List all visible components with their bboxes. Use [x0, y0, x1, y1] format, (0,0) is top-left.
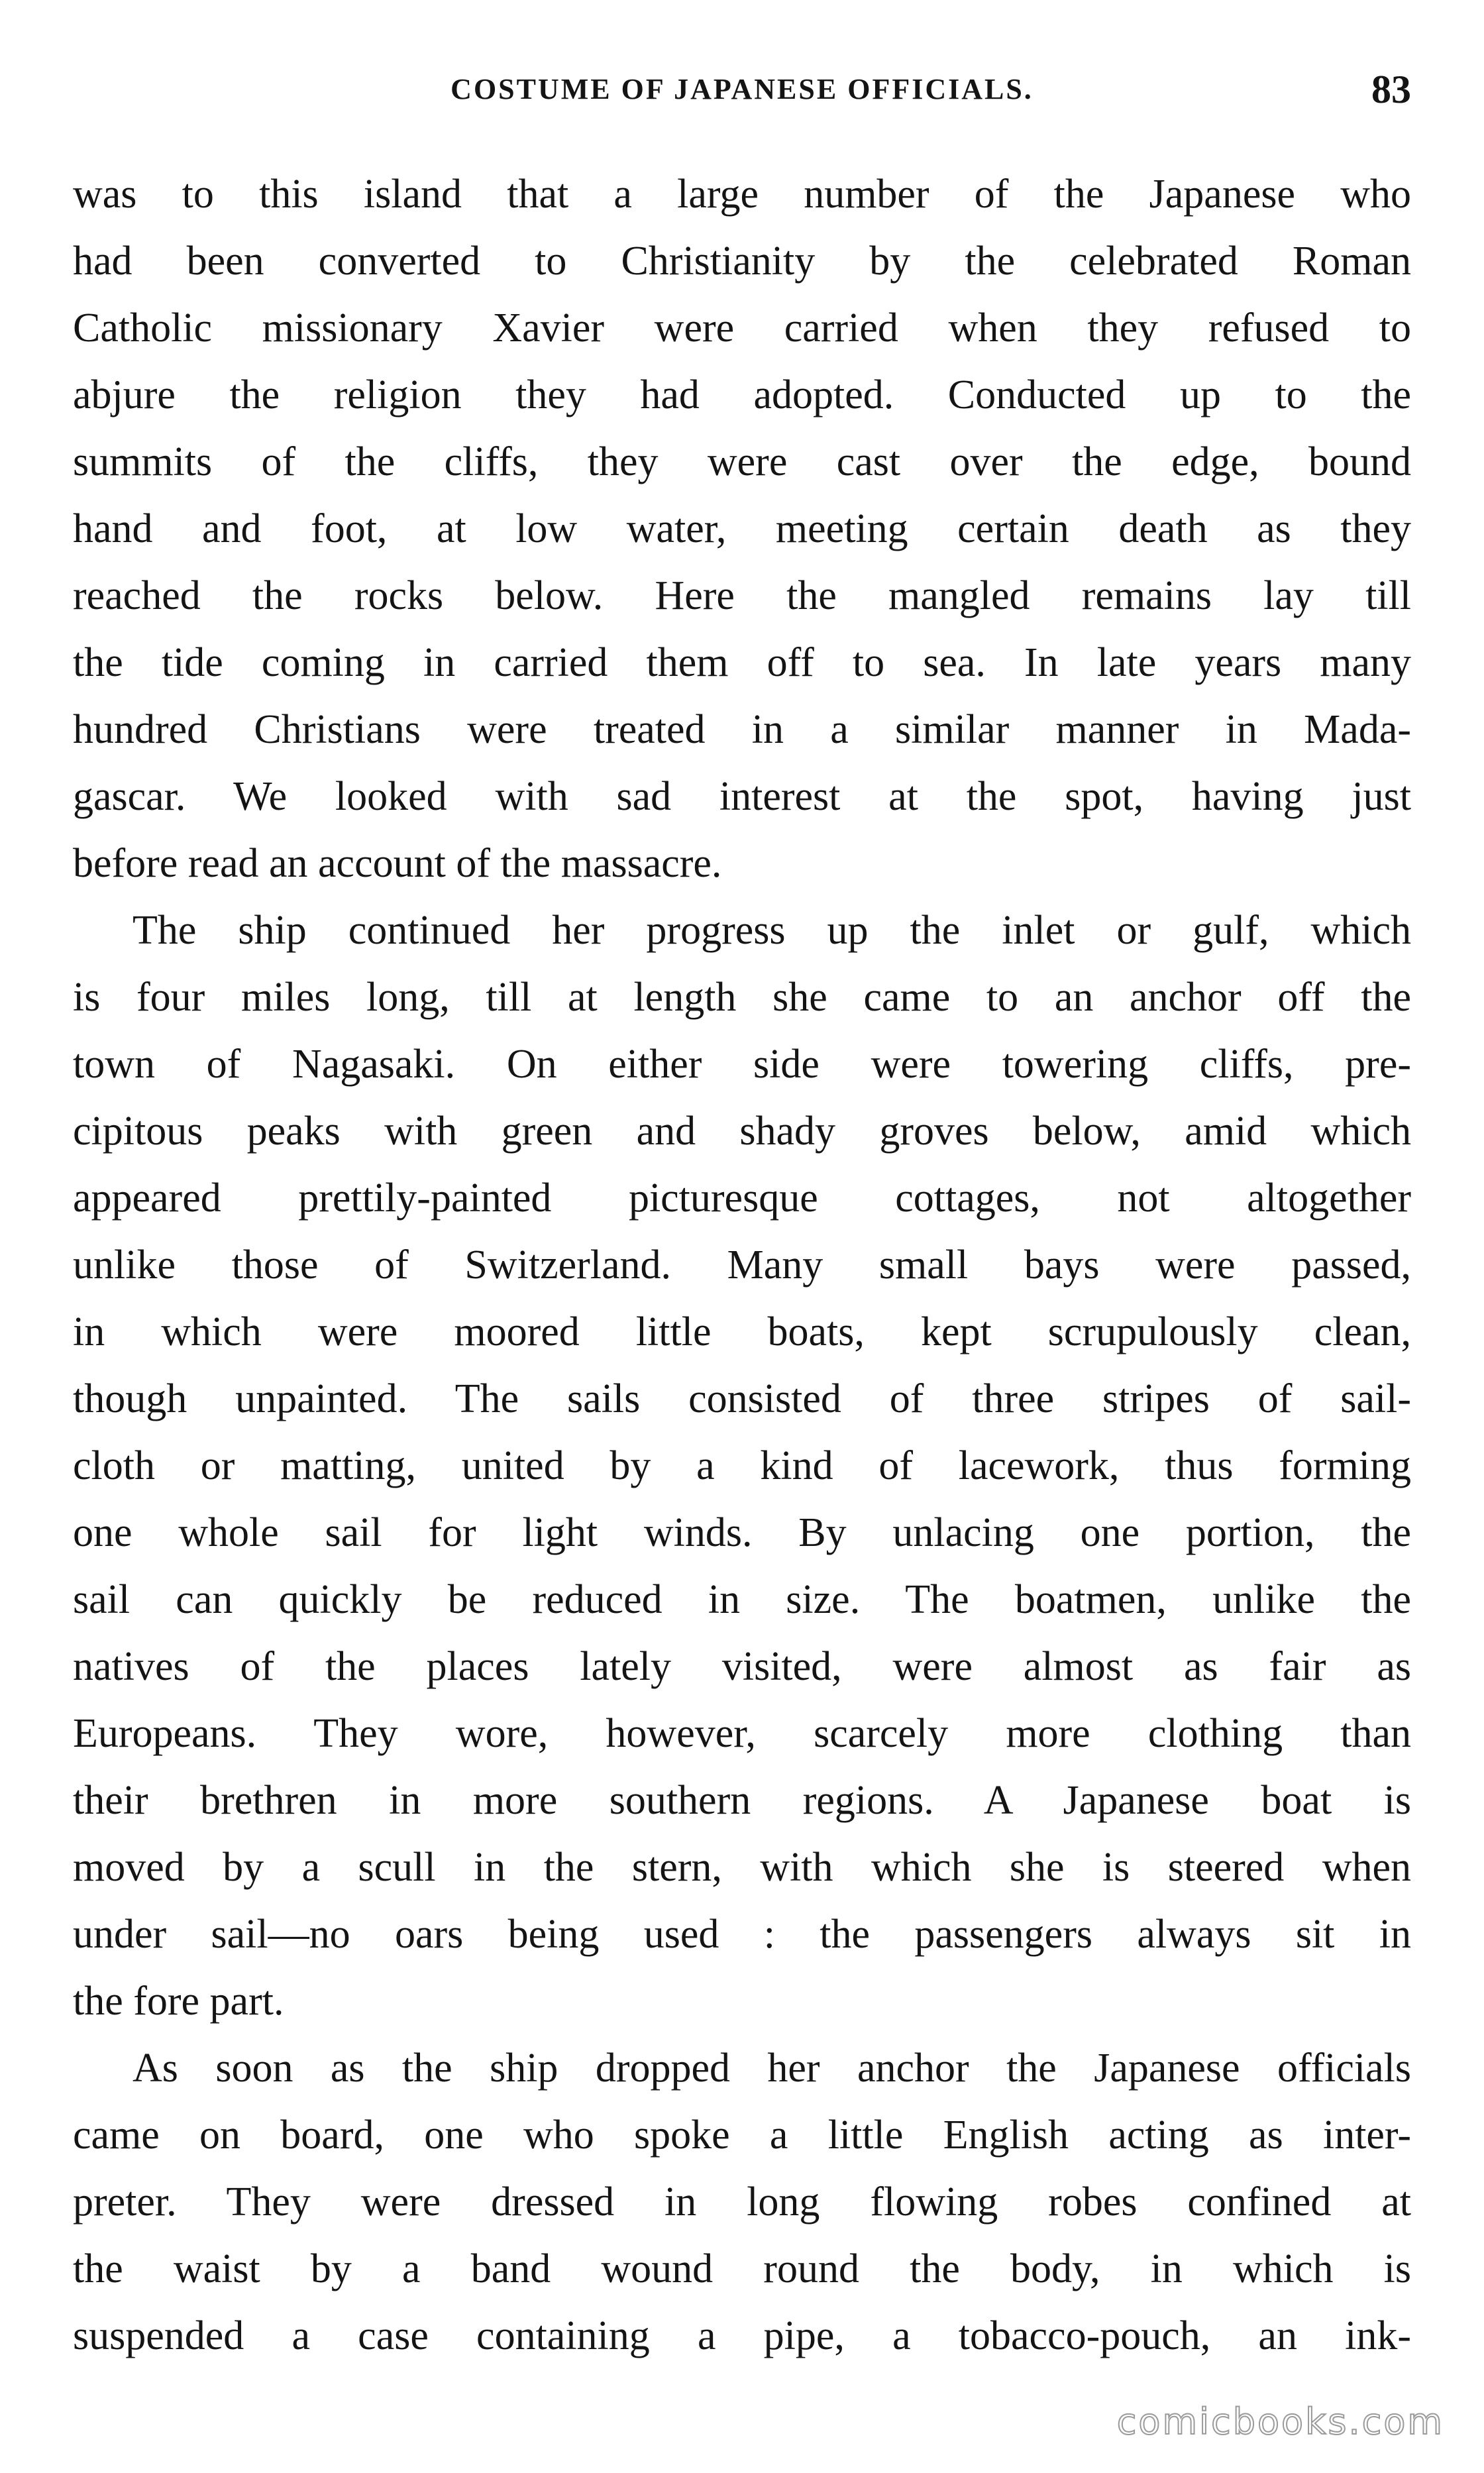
text-line: abjure the religion they had adopted. Conducted up to the: [73, 372, 1411, 417]
text-line: appeared prettily-painted picturesque cottages, not altogether: [73, 1176, 1411, 1221]
text-line: sail can quickly be reduced in size. The boatmen, unlike the: [73, 1577, 1411, 1622]
text-line: The ship continued her progress up the inlet or gulf, which: [132, 908, 1411, 953]
text-line: reached the rocks below. Here the mangled remains lay till: [73, 573, 1411, 618]
text-line: is four miles long, till at length she came to an anchor off the: [73, 975, 1411, 1020]
text-line: had been converted to Christianity by the celebrated Roman: [73, 239, 1411, 284]
body-text: [73, 161, 1411, 2370]
text-line: in which were moored little boats, kept scrupulously clean,: [73, 1309, 1411, 1354]
text-line: As soon as the ship dropped her anchor the Japanese officials: [132, 2046, 1411, 2091]
text-line: the waist by a band wound round the body, in which is: [73, 2246, 1411, 2291]
text-line: town of Nagasaki. On either side were towering cliffs, pre-: [73, 1042, 1411, 1087]
paragraph: [73, 161, 1411, 897]
text-line: Catholic missionary Xavier were carried when they refused to: [73, 305, 1411, 351]
text-line: cipitous peaks with green and shady groves below, amid which: [73, 1109, 1411, 1154]
text-line: summits of the cliffs, they were cast over the edge, bound: [73, 439, 1411, 484]
paragraph: [73, 2035, 1411, 2370]
text-line: Europeans. They wore, however, scarcely more clothing than: [73, 1711, 1411, 1756]
running-title: COSTUME OF JAPANESE OFFICIALS.: [450, 73, 1034, 105]
text-line: under sail—no oars being used : the passengers always sit in: [73, 1912, 1411, 1957]
text-line: suspended a case containing a pipe, a tobacco-pouch, an ink-: [73, 2313, 1411, 2358]
text-line: preter. They were dressed in long flowing robes confined at: [73, 2179, 1411, 2225]
text-line: hand and foot, at low water, meeting certain death as they: [73, 506, 1411, 551]
text-line: was to this island that a large number of the Japanese who: [73, 172, 1411, 217]
text-line: natives of the places lately visited, were almost as fair as: [73, 1644, 1411, 1689]
text-line: gascar. We looked with sad interest at the spot, having just: [73, 774, 1411, 819]
text-line: unlike those of Switzerland. Many small bays were passed,: [73, 1242, 1411, 1288]
text-line: one whole sail for light winds. By unlacing one portion, the: [73, 1510, 1411, 1555]
text-line: before read an account of the massacre.: [73, 841, 722, 886]
text-line: came on board, one who spoke a little English acting as inter-: [73, 2113, 1411, 2158]
text-line: cloth or matting, united by a kind of lacework, thus forming: [73, 1443, 1411, 1488]
watermark: comicbooks.com: [1116, 2401, 1444, 2443]
text-line: the fore part.: [73, 1979, 284, 2024]
text-line: moved by a scull in the stern, with which she is steered when: [73, 1845, 1411, 1890]
text-line: the tide coming in carried them off to sea. In late years many: [73, 640, 1411, 685]
page-number: 83: [1371, 68, 1411, 111]
text-line: their brethren in more southern regions. A Japanese boat is: [73, 1778, 1411, 1823]
running-head: [73, 60, 1411, 119]
text-line: hundred Christians were treated in a similar manner in Mada-: [73, 707, 1411, 752]
paragraph: [73, 897, 1411, 2035]
text-line: though unpainted. The sails consisted of three stripes of sail-: [73, 1376, 1411, 1421]
